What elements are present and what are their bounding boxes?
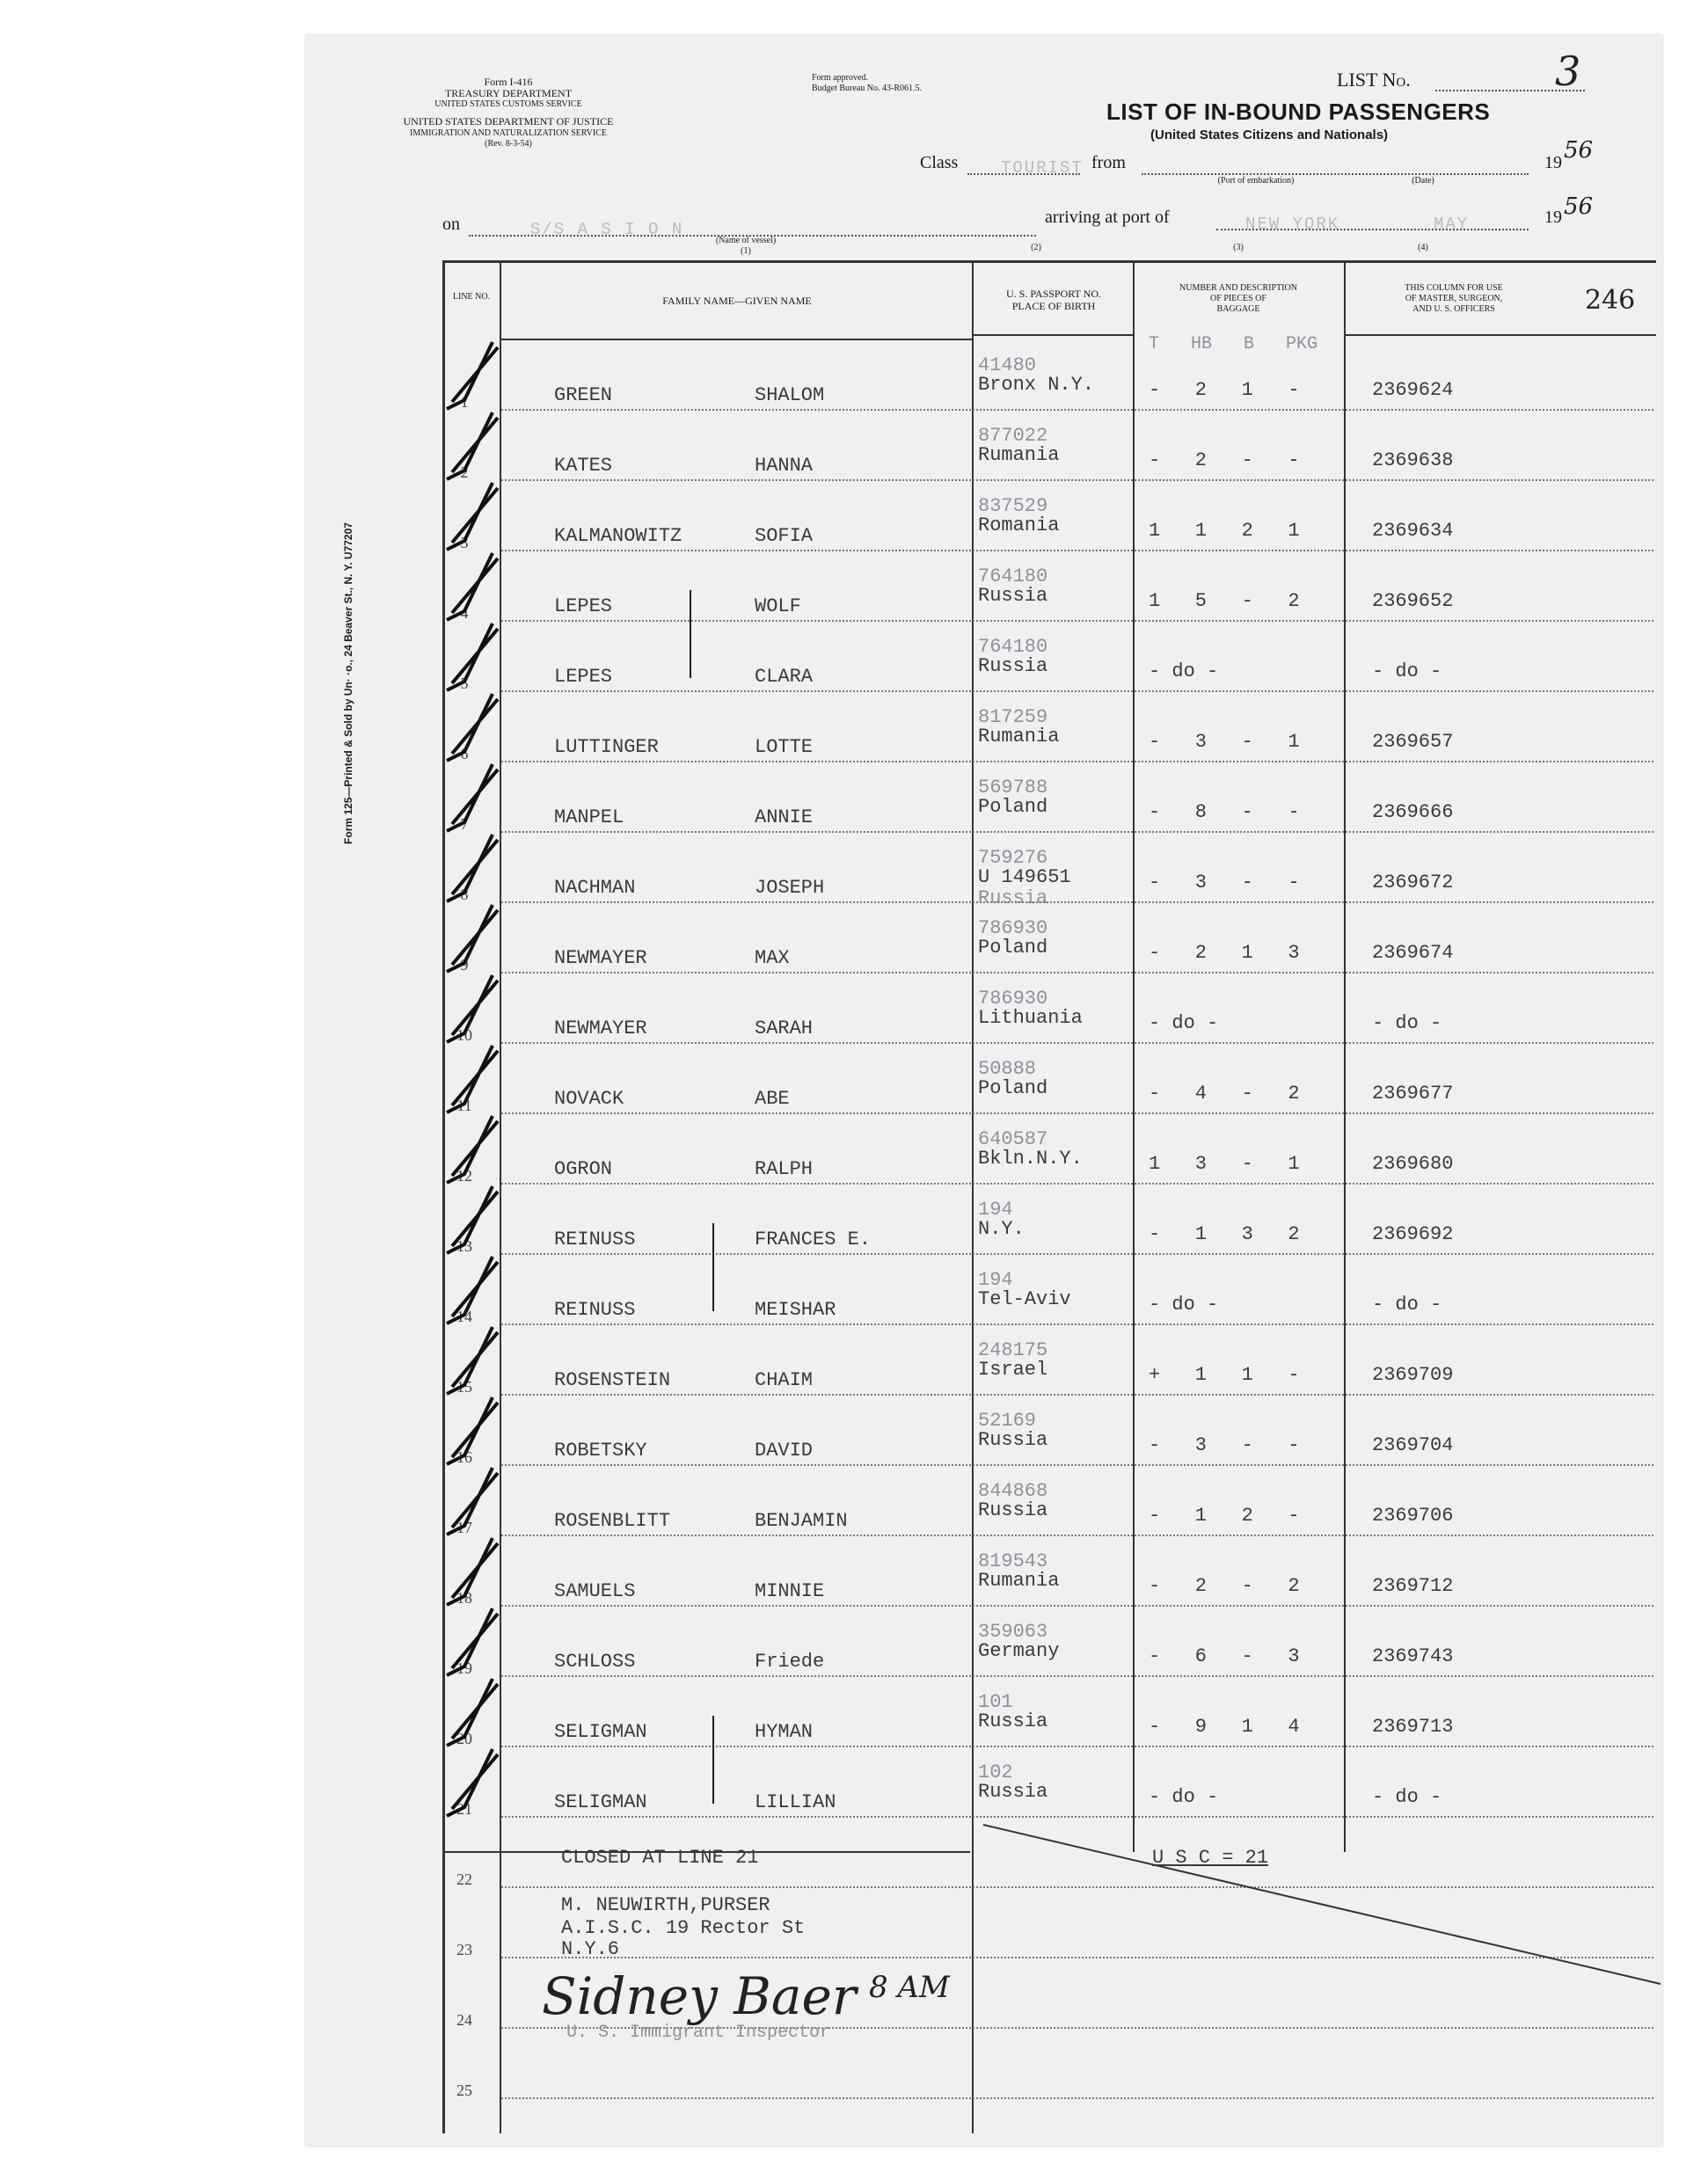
place-of-birth: N.Y. — [978, 1218, 1025, 1240]
given-name: MINNIE — [755, 1580, 825, 1602]
manifest-page — [306, 35, 1662, 2146]
place-of-birth: Rumania — [978, 444, 1060, 466]
header-officers-2: OF MASTER, SURGEON, — [1405, 294, 1503, 303]
passport-number: 194 — [978, 1269, 1013, 1291]
given-name: Friede — [755, 1651, 825, 1673]
officer-number: 2369677 — [1372, 1083, 1454, 1105]
place-of-birth: Bkln.N.Y. — [978, 1148, 1083, 1170]
given-name: CLARA — [755, 666, 814, 688]
form-revision: (Rev. 8-3-54) — [485, 139, 532, 149]
baggage-pieces: - do - — [1149, 1786, 1219, 1808]
line-number: 5 — [460, 675, 469, 692]
year-value: 56 — [1564, 137, 1594, 164]
officer-number: 2369713 — [1372, 1716, 1454, 1738]
officer-number: 2369704 — [1372, 1434, 1454, 1456]
baggage-pieces: - 4 - 2 — [1149, 1083, 1300, 1105]
passport-number: 786930 — [978, 988, 1048, 1010]
baggage-pieces: - 6 - 3 — [1149, 1645, 1300, 1667]
baggage-pieces: - 8 - - — [1149, 801, 1300, 823]
inspector-signature: Sidney Baer — [542, 1966, 857, 2026]
passport-number: 877022 — [978, 425, 1048, 447]
place-of-birth: Russia — [978, 585, 1048, 607]
place-of-birth: Rumania — [978, 726, 1060, 747]
officer-number: - do - — [1372, 1012, 1442, 1034]
officer-number: - do - — [1372, 1294, 1442, 1316]
line-number: 1 — [460, 393, 469, 411]
given-name: WOLF — [755, 595, 801, 617]
family-name: NACHMAN — [554, 877, 636, 899]
officer-number: 2369624 — [1372, 379, 1454, 401]
baggage-pieces: 1 1 2 1 — [1149, 520, 1300, 542]
passport-number: 764180 — [978, 565, 1048, 587]
form-approved: Form approved. — [812, 73, 868, 83]
place-of-birth: Russia — [978, 655, 1048, 677]
given-name: SARAH — [755, 1017, 814, 1039]
officer-number: 2369706 — [1372, 1505, 1454, 1527]
given-name: HANNA — [755, 455, 814, 477]
officer-number: 2369634 — [1372, 520, 1454, 542]
place-of-birth: Russia — [978, 1429, 1048, 1451]
family-name: NEWMAYER — [554, 1017, 647, 1039]
family-name: OGRON — [554, 1158, 613, 1180]
officer-number: 2369652 — [1372, 590, 1454, 612]
officer-number: - do - — [1372, 1786, 1442, 1808]
header-baggage-2: OF PIECES OF — [1210, 294, 1266, 303]
given-name: LOTTE — [755, 736, 814, 758]
checkmark — [447, 553, 498, 620]
checkmark — [447, 1468, 498, 1535]
line-number: 10 — [456, 1026, 472, 1044]
header-line-no: LINE NO. — [452, 292, 491, 302]
checkmark — [447, 412, 498, 479]
family-name: REINUSS — [554, 1299, 636, 1321]
officer-number: 2369666 — [1372, 801, 1454, 823]
baggage-pieces: - 1 3 2 — [1149, 1223, 1300, 1245]
place-of-birth: Russia — [978, 1499, 1048, 1521]
page-title: LIST OF IN-BOUND PASSENGERS — [1106, 98, 1491, 125]
baggage-pieces: - 3 - - — [1149, 871, 1300, 893]
given-name: ABE — [755, 1088, 790, 1110]
on-label: on — [442, 215, 460, 234]
checkmark — [447, 975, 498, 1042]
checkmark — [447, 1679, 498, 1746]
officer-number: 2369712 — [1372, 1575, 1454, 1597]
line-number: 6 — [460, 745, 469, 762]
header-officers-1: THIS COLUMN FOR USE — [1405, 283, 1503, 293]
officer-number: 2369680 — [1372, 1153, 1454, 1175]
line-number: 15 — [456, 1378, 472, 1396]
officer-number: - do - — [1372, 660, 1442, 682]
passport-number: 819543 — [978, 1550, 1048, 1572]
place-of-birth: Tel-Aviv — [978, 1288, 1071, 1310]
family-name: ROSENBLITT — [554, 1510, 671, 1532]
baggage-column-codes: T HB B PKG — [1149, 334, 1318, 354]
officer-number: 2369638 — [1372, 449, 1454, 471]
line-number: 11 — [456, 1097, 472, 1114]
line-number: 24 — [456, 2011, 472, 2029]
line-number: 7 — [460, 815, 469, 833]
line-number: 21 — [456, 1800, 472, 1818]
baggage-pieces: - 2 1 - — [1149, 379, 1300, 401]
officer-number: 2369692 — [1372, 1223, 1454, 1245]
family-name: GREEN — [554, 384, 613, 406]
place-of-birth: Israel — [978, 1359, 1048, 1381]
from-label: from — [1091, 153, 1126, 172]
family-name: LEPES — [554, 666, 613, 688]
list-no-label: LIST No. — [1337, 69, 1411, 91]
date-faded: MAY — [1434, 215, 1470, 234]
family-name: LEPES — [554, 595, 613, 617]
passport-number: 640587 — [978, 1128, 1048, 1150]
class-faded: TOURIST — [1001, 158, 1084, 178]
header-name: FAMILY NAME—GIVEN NAME — [662, 295, 812, 307]
header-birth: PLACE OF BIRTH — [1011, 300, 1096, 312]
col-index-3: (3) — [1233, 243, 1244, 252]
baggage-pieces: - 1 2 - — [1149, 1505, 1300, 1527]
family-name: ROBETSKY — [554, 1440, 647, 1462]
col-index-2: (2) — [1031, 243, 1041, 252]
checkmark — [447, 342, 498, 409]
place-of-birth: Bronx N.Y. — [978, 374, 1095, 396]
checkmark — [447, 1046, 498, 1112]
line-number: 8 — [460, 886, 469, 903]
officer-number: 2369743 — [1372, 1645, 1454, 1667]
given-name: SHALOM — [755, 384, 825, 406]
line-number: 9 — [460, 956, 469, 973]
baggage-pieces: - 2 - 2 — [1149, 1575, 1300, 1597]
checkmark — [447, 1116, 498, 1183]
line-number: 19 — [456, 1659, 472, 1677]
given-name: BENJAMIN — [755, 1510, 848, 1532]
port-embarkation-label: (Port of embarkation) — [1217, 176, 1295, 186]
officer-number: 2369709 — [1372, 1364, 1454, 1386]
line-number: 20 — [456, 1730, 472, 1747]
place-of-birth: Poland — [978, 796, 1048, 818]
family-name: SAMUELS — [554, 1580, 636, 1602]
place-of-birth: Rumania — [978, 1570, 1060, 1592]
budget-bureau: Budget Bureau No. 43-R061.5. — [812, 84, 922, 93]
checkmark — [447, 1397, 498, 1464]
given-name: LILLIAN — [755, 1791, 836, 1813]
ins-service: IMMIGRATION AND NATURALIZATION SERVICE — [410, 128, 607, 138]
baggage-pieces: - 2 1 3 — [1149, 942, 1300, 964]
passport-number: 248175 — [978, 1339, 1048, 1361]
side-printer-text: Form 125—Printed & Sold by Un· ·o., 24 Beaver St., N. Y. U77207 — [342, 522, 354, 844]
passport-number: 102 — [978, 1761, 1013, 1783]
family-name: SELIGMAN — [554, 1721, 647, 1743]
signature-time: 8 AM — [869, 1970, 950, 2005]
family-name: SCHLOSS — [554, 1651, 636, 1673]
baggage-pieces: - 3 - 1 — [1149, 731, 1300, 753]
line-number: 18 — [456, 1589, 472, 1607]
place-of-birth: Russia — [978, 1710, 1048, 1732]
header-officers-3: AND U. S. OFFICERS — [1412, 304, 1495, 314]
treasury-dept: TREASURY DEPARTMENT — [444, 87, 573, 99]
checkmark — [447, 835, 498, 901]
line-number: 14 — [456, 1308, 472, 1325]
passport-number: 101 — [978, 1691, 1013, 1713]
place-of-birth: Romania — [978, 514, 1060, 536]
line-number: 23 — [456, 1941, 472, 1958]
line-number: 4 — [460, 604, 469, 622]
family-name: LUTTINGER — [554, 736, 659, 758]
col-index-1: (1) — [741, 246, 751, 256]
checkmark — [447, 483, 498, 550]
place-of-birth: Germany — [978, 1640, 1060, 1662]
passport-number: 41480 — [978, 354, 1037, 376]
line-number: 2 — [460, 463, 469, 481]
checkmark — [447, 1608, 498, 1675]
page-stamp-number: 246 — [1585, 285, 1636, 316]
baggage-pieces: - do - — [1149, 1012, 1219, 1034]
header-baggage-1: NUMBER AND DESCRIPTION — [1179, 283, 1297, 293]
class-label: Class — [920, 153, 959, 172]
baggage-pieces: + 1 1 - — [1149, 1364, 1300, 1386]
year-value-2: 56 — [1564, 193, 1594, 220]
baggage-pieces: 1 5 - 2 — [1149, 590, 1300, 612]
form-number: Form I-416 — [484, 76, 533, 88]
usc-count: U S C = 21 — [1152, 1847, 1269, 1869]
given-name: SOFIA — [755, 525, 814, 547]
line-number: 3 — [460, 534, 469, 551]
family-name: NEWMAYER — [554, 947, 647, 969]
port-faded: NEW YORK — [1245, 215, 1340, 234]
line-number: 22 — [456, 1870, 472, 1888]
checkmark — [447, 1538, 498, 1605]
checkmark — [447, 764, 498, 831]
place-of-birth: Lithuania — [978, 1007, 1083, 1029]
place-of-birth: Poland — [978, 1077, 1048, 1099]
given-name: FRANCES E. — [755, 1229, 872, 1251]
purser-name: M. NEUWIRTH,PURSER — [561, 1894, 770, 1916]
passport-number: 50888 — [978, 1058, 1037, 1080]
line-number: 16 — [456, 1448, 472, 1466]
closed-at-line: CLOSED AT LINE 21 — [561, 1847, 759, 1869]
family-name: KALMANOWITZ — [554, 525, 682, 547]
baggage-pieces: 1 3 - 1 — [1149, 1153, 1300, 1175]
line-number: 25 — [456, 2082, 472, 2099]
year-prefix-2: 19 — [1544, 208, 1562, 227]
officer-number: 2369657 — [1372, 731, 1454, 753]
given-name: JOSEPH — [755, 877, 825, 899]
passport-number: 844868 — [978, 1480, 1048, 1502]
family-name: KATES — [554, 455, 613, 477]
date-label: (Date) — [1412, 176, 1434, 186]
passport-number: 52169 — [978, 1410, 1037, 1432]
checkmark — [447, 905, 498, 972]
baggage-pieces: - 3 - - — [1149, 1434, 1300, 1456]
given-name: HYMAN — [755, 1721, 814, 1743]
passport-number: 837529 — [978, 495, 1048, 517]
family-name: MANPEL — [554, 806, 624, 828]
given-name: CHAIM — [755, 1369, 814, 1391]
checkmark — [447, 1327, 498, 1394]
vessel-faded: S/S A S I O N — [530, 220, 684, 239]
annotation-marks — [306, 35, 1662, 2146]
checkmark — [447, 623, 498, 690]
passport-number: 817259 — [978, 706, 1048, 728]
line-number: 17 — [456, 1519, 472, 1536]
given-name: RALPH — [755, 1158, 814, 1180]
header-baggage-3: BAGGAGE — [1216, 304, 1260, 314]
passport-number: 194 — [978, 1199, 1013, 1221]
list-no-value: 3 — [1555, 47, 1581, 95]
checkmark — [447, 1186, 498, 1253]
place-of-birth: Russia — [978, 1781, 1048, 1803]
page-subtitle: (United States Citizens and Nationals) — [1150, 128, 1389, 142]
vessel-name-label: (Name of vessel) — [715, 236, 777, 245]
family-name: SELIGMAN — [554, 1791, 647, 1813]
passport-number: 359063 — [978, 1621, 1048, 1643]
place-of-birth: Poland — [978, 937, 1048, 959]
header-passport: U. S. PASSPORT NO. — [1006, 288, 1101, 300]
place-of-birth-extra: Russia — [978, 887, 1048, 909]
year-prefix: 19 — [1544, 153, 1562, 172]
purser-address: A.I.S.C. 19 Rector St — [561, 1917, 806, 1939]
purser-city: N.Y.6 — [561, 1938, 620, 1960]
family-name: REINUSS — [554, 1229, 636, 1251]
passport-number: 759276 — [978, 847, 1048, 869]
family-name: NOVACK — [554, 1088, 624, 1110]
customs-service: UNITED STATES CUSTOMS SERVICE — [434, 99, 582, 109]
checkmark — [447, 1749, 498, 1816]
checkmark — [447, 694, 498, 761]
baggage-pieces: - 2 - - — [1149, 449, 1300, 471]
closing-diagonal-line — [983, 1825, 1661, 1984]
officer-number: 2369672 — [1372, 871, 1454, 893]
checkmark — [447, 1257, 498, 1323]
passport-number: 764180 — [978, 636, 1048, 658]
given-name: ANNIE — [755, 806, 814, 828]
col-index-4: (4) — [1418, 243, 1428, 252]
arriving-label: arriving at port of — [1045, 208, 1170, 227]
given-name: MEISHAR — [755, 1299, 836, 1321]
passport-number: 786930 — [978, 917, 1048, 939]
line-number: 13 — [456, 1237, 472, 1255]
baggage-pieces: - 9 1 4 — [1149, 1716, 1300, 1738]
line-number: 12 — [456, 1167, 472, 1185]
justice-dept: UNITED STATES DEPARTMENT OF JUSTICE — [403, 115, 614, 128]
given-name: DAVID — [755, 1440, 814, 1462]
baggage-pieces: - do - — [1149, 660, 1219, 682]
place-of-birth: U 149651 — [978, 866, 1071, 888]
passport-number: 569788 — [978, 777, 1048, 798]
baggage-pieces: - do - — [1149, 1294, 1219, 1316]
inspector-title: U. S. Immigrant Inspector — [566, 2023, 831, 2043]
officer-number: 2369674 — [1372, 942, 1454, 964]
given-name: MAX — [755, 947, 790, 969]
family-name: ROSENSTEIN — [554, 1369, 671, 1391]
